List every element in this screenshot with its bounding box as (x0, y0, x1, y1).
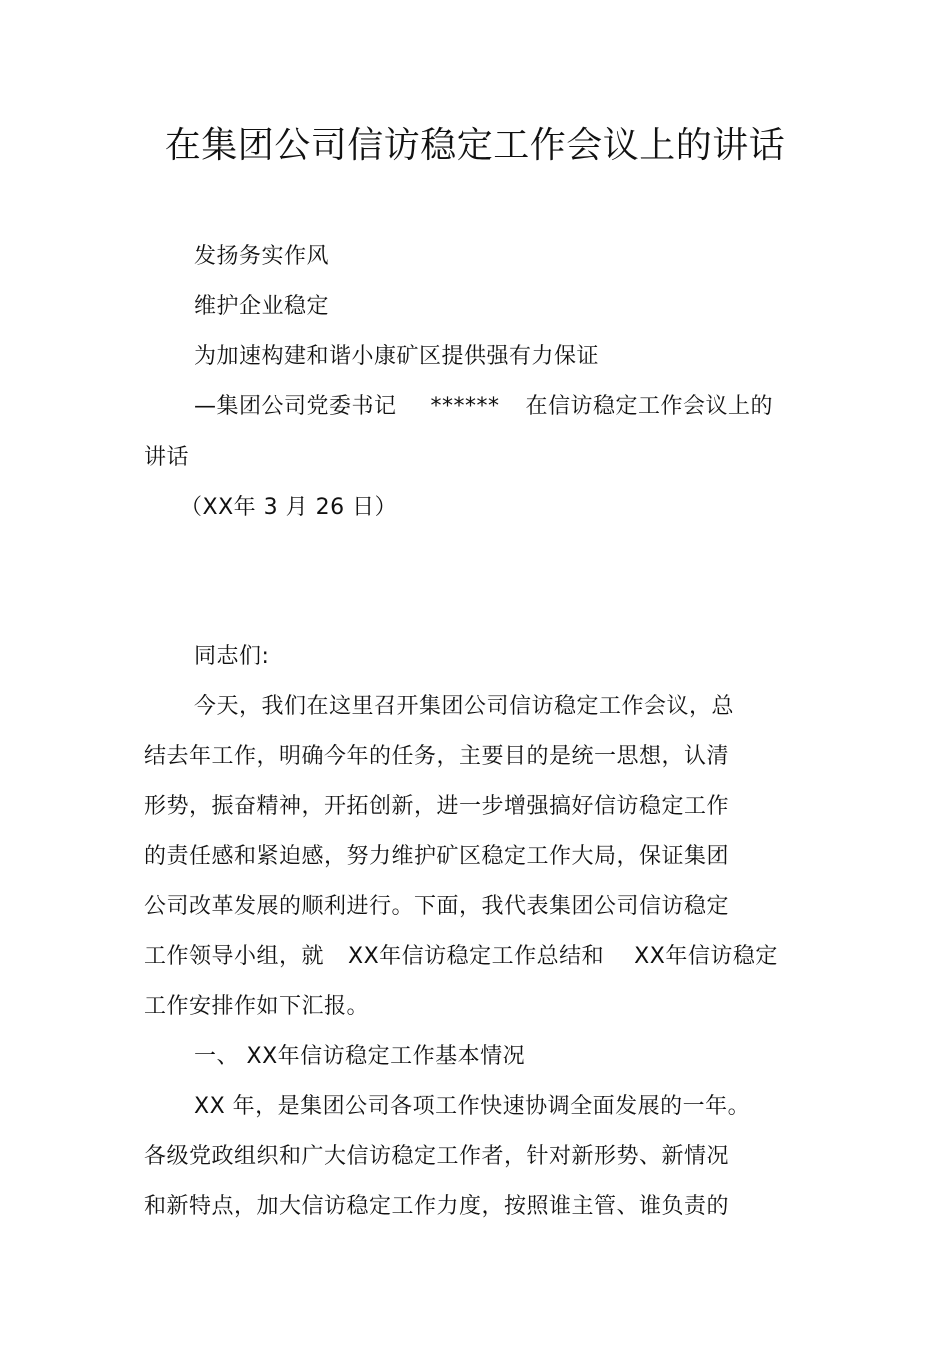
document-title: 在集团公司信访稳定工作会议上的讲话 (164, 125, 786, 166)
paragraph1-line-3: 形势，振奋精神，开拓创新，进一步增强搞好信访稳定工作 (144, 794, 730, 819)
subtitle-line-2: 维护企业稳定 (194, 294, 330, 319)
speech-date: （XX年 3 月 26 日） (180, 495, 398, 520)
subtitle-line-3: 为加速构建和谐小康矿区提供强有力保证 (194, 344, 600, 369)
paragraph1-line-6-part3: XX年信访稳定 (634, 944, 778, 969)
section1-heading: 一、 XX年信访稳定工作基本情况 (194, 1044, 526, 1069)
paragraph1-line-7: 工作安排作如下汇报。 (144, 994, 370, 1019)
attribution-line (194, 392, 773, 422)
attribution-name: ****** (430, 394, 500, 419)
paragraph1-line-6 (144, 942, 778, 972)
attribution-suffix: 在信访稳定工作会议上的 (525, 394, 774, 419)
paragraph1-line-4: 的责任感和紧迫感，努力维护矿区稳定工作大局，保证集团 (144, 844, 730, 869)
paragraph2-line-3: 和新特点，加大信访稳定工作力度，按照谁主管、谁负责的 (144, 1194, 730, 1219)
salutation: 同志们: (194, 644, 270, 669)
paragraph1-line-5: 公司改革发展的顺利进行。下面，我代表集团公司信访稳定 (144, 894, 730, 919)
subtitle-line-1: 发扬务实作风 (194, 244, 330, 269)
paragraph1-line-6-part1: 工作领导小组，就 (144, 944, 325, 969)
paragraph2-line-2: 各级党政组织和广大信访稳定工作者，针对新形势、新情况 (144, 1144, 730, 1169)
attribution-wrap: 讲话 (144, 445, 190, 470)
paragraph1-line-1: 今天，我们在这里召开集团公司信访稳定工作会议，总 (194, 694, 735, 719)
paragraph1-line-6-part2: XX年信访稳定工作总结和 (348, 944, 605, 969)
paragraph2-line-1: XX 年，是集团公司各项工作快速协调全面发展的一年。 (194, 1094, 751, 1119)
paragraph1-line-2: 结去年工作，明确今年的任务，主要目的是统一思想，认清 (144, 744, 730, 769)
attribution-prefix: —集团公司党委书记 (194, 394, 397, 419)
